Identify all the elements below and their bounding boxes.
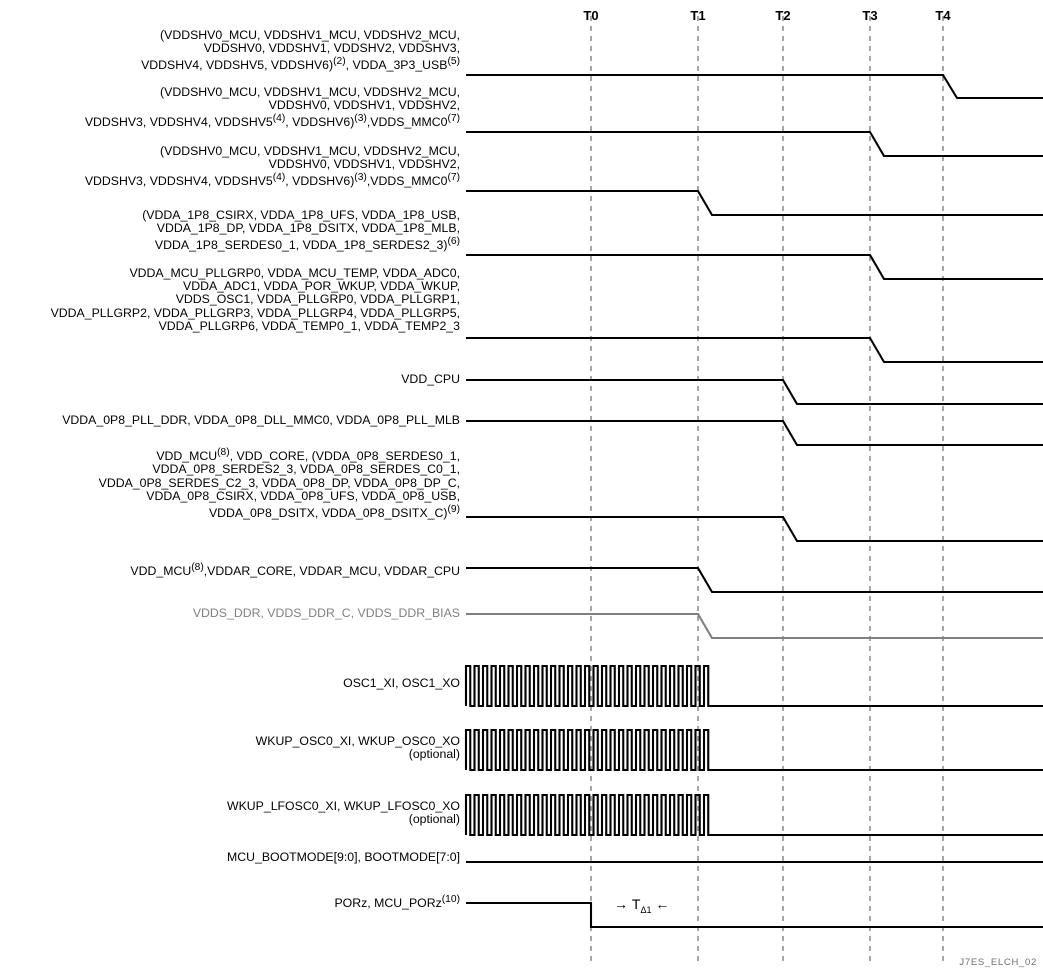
time-marker-t4: T4: [935, 8, 951, 23]
signal-label-vdda-1p8-group: (VDDA_1P8_CSIRX, VDDA_1P8_UFS, VDDA_1P8_USB, VDDA_1P8_DP, VDDA_1P8_DSITX, VDDA_1P8_MLB, VDDA_1P8_SERDES0_1, VDDA_1P8_SERDES2_3)$^{(6)}$: [142, 208, 460, 253]
waveform-vddshv-group-3p3-usb: [466, 75, 1043, 98]
time-marker-t1: T1: [690, 8, 706, 23]
waveform-vddshv-group-mmc0-b: [466, 191, 1043, 215]
time-marker-t0: T0: [583, 8, 599, 23]
waveform-osc1: [466, 666, 1043, 706]
arrow-left-icon: ←: [655, 896, 670, 912]
annotation-symbol: $T_{\Delta 1}$: [631, 896, 652, 915]
time-marker-t2: T2: [775, 8, 791, 23]
signal-label-wkup-lfosc0: WKUP_LFOSC0_XI, WKUP_LFOSC0_XO (optional): [226, 799, 460, 827]
waveform-vdda-1p8-group: [466, 255, 1043, 279]
arrow-right-icon: →: [614, 896, 628, 912]
signal-label-vdd-cpu: VDD_CPU: [401, 372, 460, 386]
figure-id: J7ES_ELCH_02: [959, 957, 1037, 968]
signal-label-vddshv-group-mmc0-a: (VDDSHV0_MCU, VDDSHV1_MCU, VDDSHV2_MCU, VDDSHV0, VDDSHV1, VDDSHV2, VDDSHV3, VDDSHV4, VDDSHV5$^{(4)}$, VDDSHV6)$^{(3)}$,VDDS_MMC0$^{(7)}$: [84, 85, 460, 130]
signal-label-vdd-mcu-vddar-group: VDD_MCU$^{(8)}$,VDDAR_CORE, VDDAR_MCU, VDDAR_CPU: [130, 562, 460, 579]
waveform-wkup-lfosc0: [466, 795, 1043, 835]
time-marker-t3: T3: [862, 8, 878, 23]
signal-label-vdda-pllgrp-group: VDDA_MCU_PLLGRP0, VDDA_MCU_TEMP, VDDA_ADC0, VDDA_ADC1, VDDA_POR_WKUP, VDDA_WKUP, VDDS_OSC1, VDDA_PLLGRP0, VDDA_PLLGRP1, VDDA_PLLGRP2, VDDA_PLLGRP3, VDDA_PLLGRP4, VDDA_PLLGRP5, VDDA_PLLGRP6, VDDA_TEMP0_1, VDDA_TEMP2_3: [50, 266, 460, 333]
signal-label-vdds-ddr-group: VDDS_DDR, VDDS_DDR_C, VDDS_DDR_BIAS: [192, 606, 460, 620]
annotation-t-delta-1: [614, 896, 669, 915]
signal-label-bootmode: MCU_BOOTMODE[9:0], BOOTMODE[7:0]: [227, 850, 460, 864]
waveform-wkup-osc0: [466, 730, 1043, 770]
signal-label-porz: PORz, MCU_PORz$^{(10)}$: [334, 894, 460, 911]
waveform-vdd-mcu-core-0p8-group: [466, 517, 1043, 541]
signal-label-vddshv-group-mmc0-b: (VDDSHV0_MCU, VDDSHV1_MCU, VDDSHV2_MCU, VDDSHV0, VDDSHV1, VDDSHV2, VDDSHV3, VDDSHV4, VDDSHV5$^{(4)}$, VDDSHV6)$^{(3)}$,VDDS_MMC0$^{(7)}$: [84, 144, 460, 189]
waveform-vdd-cpu: [466, 380, 1043, 404]
signal-label-vdd-mcu-core-0p8-group: VDD_MCU$^{(8)}$, VDD_CORE, (VDDA_0P8_SERDES0_1, VDDA_0P8_SERDES2_3, VDDA_0P8_SERDES_C0_1, VDDA_0P8_SERDES_C2_3, VDDA_0P8_DP, VDDA_0P8_DP_C, VDDA_0P8_CSIRX, VDDA_0P8_UFS, VDDA_0P8_USB, VDDA_0P8_DSITX, VDDA_0P8_DSITX_C)$^{(9)}$: [98, 447, 460, 520]
signal-label-vddshv-group-3p3-usb: (VDDSHV0_MCU, VDDSHV1_MCU, VDDSHV2_MCU, VDDSHV0, VDDSHV1, VDDSHV2, VDDSHV3, VDDSHV4, VDDSHV5, VDDSHV6)$^{(2)}$, VDDA_3P3_USB$^{(5)}$: [141, 28, 460, 73]
waveform-vdds-ddr-group: [466, 614, 1043, 638]
waveform-vdda-pllgrp-group: [466, 338, 1043, 362]
waveform-vddshv-group-mmc0-a: [466, 132, 1043, 156]
waveform-vdda-0p8-pll-group: [466, 421, 1043, 445]
signal-label-wkup-osc0: WKUP_OSC0_XI, WKUP_OSC0_XO (optional): [255, 734, 460, 762]
signal-label-osc1: OSC1_XI, OSC1_XO: [343, 676, 460, 690]
signal-label-vdda-0p8-pll-group: VDDA_0P8_PLL_DDR, VDDA_0P8_DLL_MMC0, VDDA_0P8_PLL_MLB: [62, 413, 460, 427]
waveform-vdd-mcu-vddar-group: [466, 568, 1043, 592]
waveform-porz: [466, 903, 1043, 927]
